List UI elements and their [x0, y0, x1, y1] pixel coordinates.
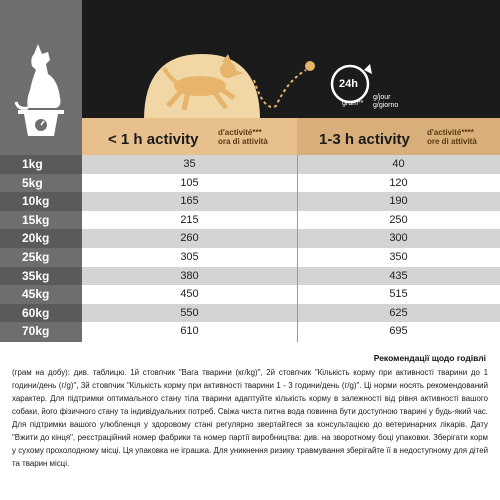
- weight-cell: 10kg: [0, 192, 82, 211]
- ball-trajectory: [254, 70, 306, 107]
- high-activity-cell: 300: [389, 232, 408, 245]
- ball-icon: [305, 61, 315, 71]
- table-row: [82, 155, 500, 174]
- per-day-label: g/jour g/giorno: [373, 94, 399, 109]
- high-activity-cell: 40: [392, 158, 405, 170]
- weight-cell: 15kg: [22, 212, 50, 227]
- col2-sub-label: d'activité**** ore di attività: [427, 128, 477, 146]
- table-row: [82, 229, 500, 248]
- column-divider: [297, 155, 298, 342]
- low-activity-cell: 105: [180, 176, 199, 189]
- low-activity-cell: 165: [180, 195, 199, 208]
- col2-main-label: 1-3 h activity: [319, 131, 410, 148]
- table-row: [82, 285, 500, 304]
- low-activity-cell: 550: [180, 306, 199, 319]
- low-activity-cell: 215: [180, 213, 199, 226]
- weight-cell: 45kg: [22, 287, 50, 302]
- weight-cell: 60kg: [0, 304, 82, 323]
- high-activity-cell: 695: [389, 325, 408, 338]
- weight-column: [0, 155, 82, 341]
- low-activity-cell: 260: [180, 232, 199, 245]
- table-row: [82, 322, 500, 341]
- table-row: [82, 304, 500, 323]
- col1-sub-label: d'activité*** ora di attività: [218, 128, 268, 146]
- feeding-table: [82, 155, 500, 341]
- table-row: [82, 248, 500, 267]
- high-activity-cell: 190: [389, 195, 408, 208]
- weight-cell: 70kg: [22, 324, 50, 339]
- low-activity-cell: 305: [180, 250, 199, 263]
- clock-label: 24h: [339, 78, 358, 90]
- high-activity-cell: 350: [389, 250, 408, 263]
- weight-cell: 35kg: [0, 267, 82, 286]
- table-row: [82, 267, 500, 286]
- weight-cell: 20kg: [0, 229, 82, 248]
- high-activity-cell: 120: [389, 176, 408, 189]
- table-row: [82, 192, 500, 211]
- header-illustration: [82, 40, 500, 120]
- high-activity-cell: 625: [389, 306, 408, 319]
- weight-cell: 25kg: [22, 249, 50, 264]
- low-activity-cell: 450: [180, 288, 199, 301]
- table-row: [82, 174, 500, 193]
- recommendation-text: (грам на добу): див. таблицю. 1й стовпчик "Вага тварини (кг/kg)", 2й стовпчик "Кількість корму при активності тварини до 1 години/день (г/g)", 3й стовпчик "Кількість корму при активності тварини 1 - 3 години/день (г/g)". Ці норми носять рекомендований характер. Для підтримки оптимального стану тіла тварини адаптуйте кількість корму в залежності від рівня активності вашого собаки, його фізичного стану та індивідуальних потреб. Свіжа чиста питна вода повинна бути доступною тварині у будь-який час. Для підтримки вашого улюбленця у здоровому стані регулярно звертайтеся за консультацією до ветеринарних лікарів. Дату "Вжити до кінця", реєстраційний номер фабрики та номер партії виробництва: див. на зворотному боці упаковки. Зберігати корм у сухому прохолодному місці. Ця упаковка не іграшка. Для уникнення ризику травмування зберігайте її в недоступному для дітей та тварин місці.: [12, 368, 488, 468]
- high-activity-cell: 515: [389, 288, 408, 301]
- dog-on-scale-icon: [8, 40, 74, 140]
- low-activity-cell: 610: [180, 325, 199, 338]
- recommendation-title: Рекомендації щодо годівлі: [373, 353, 486, 363]
- low-activity-cell: 35: [183, 158, 196, 170]
- col1-main-label: < 1 h activity: [108, 131, 199, 148]
- high-activity-cell: 250: [389, 213, 408, 226]
- gram-label: gram**: [342, 100, 364, 107]
- low-activity-cell: 380: [180, 269, 199, 282]
- weight-cell: 5kg: [22, 175, 43, 190]
- table-row: [82, 211, 500, 230]
- weight-cell: 1kg: [0, 155, 82, 174]
- high-activity-cell: 435: [389, 269, 408, 282]
